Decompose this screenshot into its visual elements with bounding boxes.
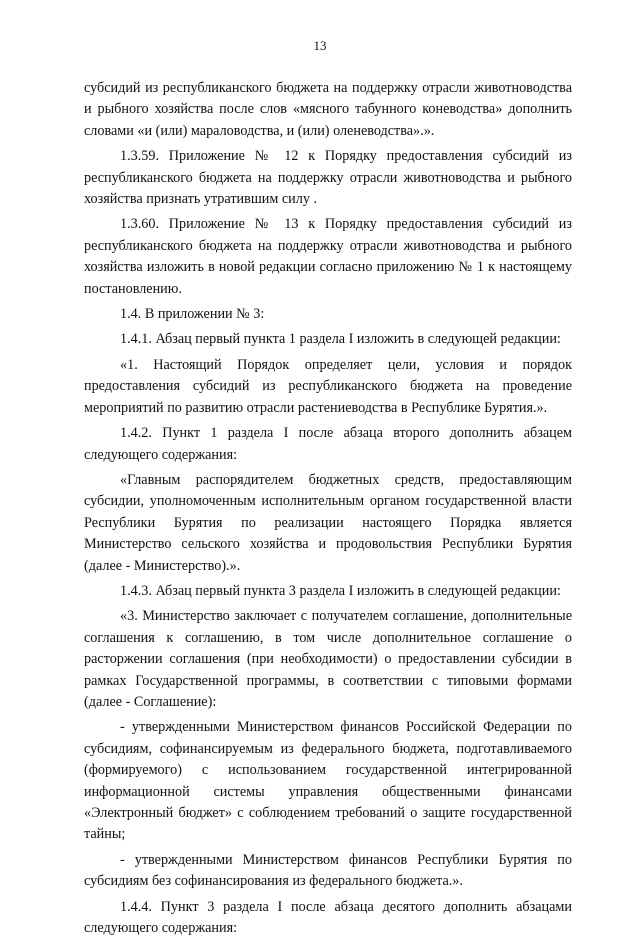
paragraph-p-quote-2: «Главным распорядителем бюджетных средств, предоставляющим субсидии, уполномоченным исполнительным органом государственной власти Республики Бурятия по реализации настоящего Порядка является Министерство сельского хозяйства и продовольствия Республики Бурятия (далее - Министерство).». — [84, 471, 572, 574]
paragraph-p-1-3-60: 1.3.60. Приложение № 13 к Порядку предоставления субсидий из республиканского бюджета на поддержку отрасли животноводства и рыбного хозяйства изложить в новой редакции согласно приложению № 1 к настоящему постановлению. — [84, 216, 572, 297]
paragraph-p-1-4: 1.4. В приложении № 3: — [120, 306, 265, 323]
document-body — [84, 78, 572, 943]
paragraph-p-1-4-4: 1.4.4. Пункт 3 раздела I после абзаца десятого дополнить абзацами следующего содержания: — [84, 898, 572, 937]
paragraph-p-1-4-3: 1.4.3. Абзац первый пункта 3 раздела I изложить в следующей редакции: — [120, 582, 561, 599]
paragraph-p-1-3-59: 1.3.59. Приложение № 12 к Порядку предоставления субсидий из республиканского бюджета на поддержку отрасли животноводства и рыбного хозяйства признать утратившим силу . — [84, 148, 572, 208]
paragraph-p-quote-3: «3. Министерство заключает с получателем соглашение, дополнительные соглашения к соглашению, в том числе дополнительное соглашение о расторжении соглашения (при необходимости) о предоставлении субсидии в рамках Государственной программы, в соответствии с типовыми формами (далее - Соглашение): — [84, 608, 572, 710]
paragraph-p-1-4-2: 1.4.2. Пункт 1 раздела I после абзаца второго дополнить абзацем следующего содержания: — [84, 425, 572, 463]
page-number: 13 — [313, 38, 327, 53]
paragraph-p-1-4-1: 1.4.1. Абзац первый пункта 1 раздела I изложить в следующей редакции: — [120, 331, 561, 348]
paragraph-p-quote-1: «1. Настоящий Порядок определяет цели, условия и порядок предоставления субсидий из республиканского бюджета на проведение мероприятий по развитию отрасли растениеводства в Республике Бурятия.». — [84, 356, 572, 416]
paragraph-p-dash-2: - утвержденными Министерством финансов Республики Бурятия по субсидиям без софинансирования из федерального бюджета.». — [84, 851, 572, 890]
paragraph-p-continuation: субсидий из республиканского бюджета на поддержку отрасли животноводства и рыбного хозяйства после слов «мясного табунного коневодства» дополнить словами «и (или) мараловодства, и (или) оленеводства».». — [84, 80, 572, 139]
paragraph-p-dash-1: - утвержденными Министерством финансов Российской Федерации по субсидиям, софинансируемым из федерального бюджета, подготавливаемого (формируемого) с использованием государственной интегрированной информационной системы управления общественными финансами «Электронный бюджет» с соблюдением требований о защите государственной тайны; — [84, 719, 572, 843]
